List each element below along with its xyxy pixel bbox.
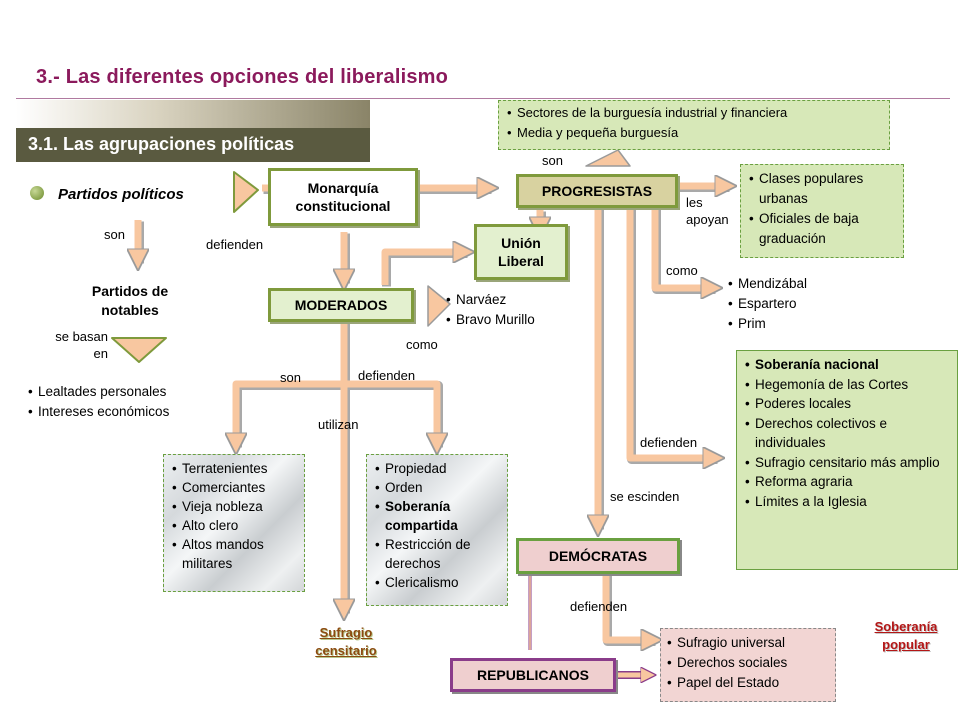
list-item: • Soberanía compartida <box>375 497 501 535</box>
list-item: • Prim <box>728 314 848 334</box>
page-title: 3.- Las diferentes opciones del liberalismo <box>36 66 449 88</box>
label-como: como <box>406 337 438 352</box>
list-item: • Hegemonía de las Cortes <box>745 375 951 395</box>
label-defienden: defienden <box>570 599 628 614</box>
list-item: • Mendizábal <box>728 274 848 294</box>
node-union-liberal: Unión Liberal <box>474 224 568 280</box>
node-democratas: DEMÓCRATAS <box>516 538 680 574</box>
list-moderados-defienden <box>366 454 508 606</box>
list-item: • Terratenientes <box>172 459 298 478</box>
list-item: • Lealtades personales <box>28 382 228 402</box>
list-item: • Intereses económicos <box>28 402 228 422</box>
label-se-basan-en: se basan en <box>55 329 108 361</box>
list-item: • Narváez <box>446 290 576 310</box>
list-item: • Restricción de derechos <box>375 535 501 573</box>
list-item: • Poderes locales <box>745 394 951 414</box>
list-item: • Oficiales de baja graduación <box>749 209 897 249</box>
list-item: • Derechos colectivos e individuales <box>745 414 951 453</box>
list-item: • Media y pequeña burguesía <box>507 123 881 143</box>
label-son: son <box>542 153 563 168</box>
bullet-dot-icon <box>30 186 44 200</box>
list-item: • Orden <box>375 478 501 497</box>
label-defienden: defienden <box>206 237 264 252</box>
list-moderados-lideres <box>446 290 576 330</box>
section-title: 3.1. Las agrupaciones políticas <box>28 134 295 154</box>
list-item: • Clases populares urbanas <box>749 169 897 209</box>
list-item: • Propiedad <box>375 459 501 478</box>
list-democratas-defienden <box>660 628 836 702</box>
label-son: son <box>104 227 125 242</box>
list-item: • Derechos sociales <box>667 653 829 673</box>
list-item: • Altos mandos militares <box>172 535 298 573</box>
node-monarquia-constitucional: Monarquía constitucional <box>268 168 418 226</box>
list-item: • Papel del Estado <box>667 673 829 693</box>
list-item: • Sectores de la burguesía industrial y financiera <box>507 103 881 123</box>
list-item: • Reforma agraria <box>745 472 951 492</box>
node-sufragio-censitario: Sufragio censitario <box>315 625 377 658</box>
list-item: • Alto clero <box>172 516 298 535</box>
node-partidos-politicos: Partidos políticos <box>58 186 184 203</box>
list-item: • Sufragio universal <box>667 633 829 653</box>
list-progresistas-lideres <box>728 274 848 334</box>
list-notables <box>28 382 228 422</box>
list-item: • Espartero <box>728 294 848 314</box>
list-item: • Clericalismo <box>375 573 501 592</box>
label-se-escinden: se escinden <box>610 489 680 504</box>
label-defienden: defienden <box>640 435 698 450</box>
list-progresistas-apoyan <box>740 164 904 258</box>
list-moderados-son <box>163 454 305 592</box>
list-progresistas-son <box>498 100 890 150</box>
node-moderados: MODERADOS <box>268 288 414 322</box>
list-item: • Límites a la Iglesia <box>745 492 951 512</box>
label-como: como <box>666 263 698 278</box>
list-item: • Bravo Murillo <box>446 310 576 330</box>
label-utilizan: utilizan <box>318 417 359 432</box>
list-item: • Vieja nobleza <box>172 497 298 516</box>
label-les-apoyan: les apoyan <box>686 195 729 227</box>
label-defienden: defienden <box>358 368 416 383</box>
list-progresistas-defienden <box>736 350 958 570</box>
node-republicanos: REPUBLICANOS <box>450 658 616 692</box>
list-item: • Sufragio censitario más amplio <box>745 453 951 473</box>
node-partidos-notables: Partidos de notables <box>91 283 169 318</box>
list-item: • Comerciantes <box>172 478 298 497</box>
node-progresistas: PROGRESISTAS <box>516 174 678 208</box>
label-son: son <box>280 370 301 385</box>
node-soberania-popular: Soberanía popular <box>874 619 938 652</box>
list-item: • Soberanía nacional <box>745 355 951 375</box>
